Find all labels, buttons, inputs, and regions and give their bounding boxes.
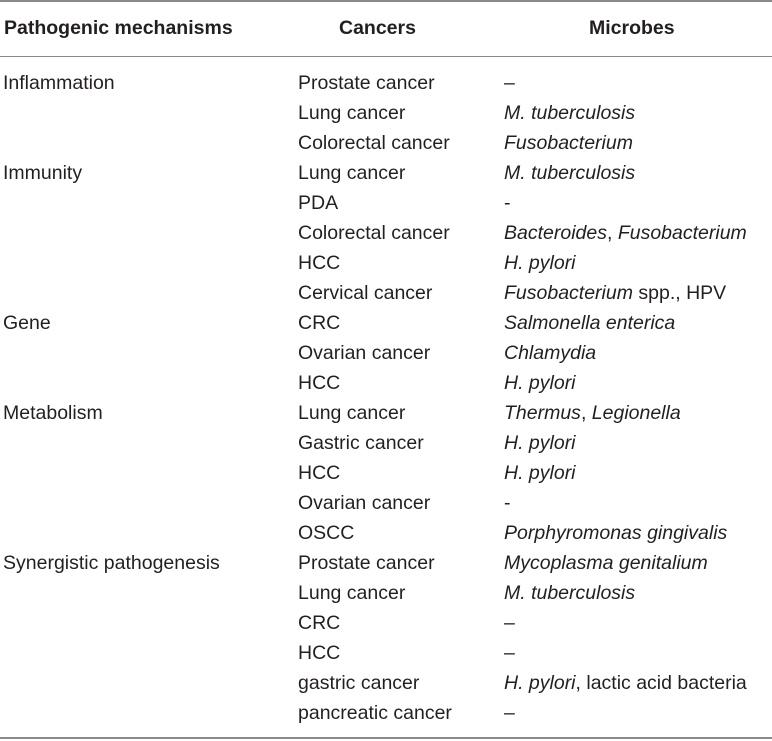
cell-mechanism: Immunity [3,162,83,184]
cell-microbe [504,668,747,698]
cell-cancer: Cervical cancer [298,282,433,304]
microbe-text: – [504,612,515,634]
microbe-name-italic: M. tuberculosis [504,162,636,184]
table-row [0,398,772,428]
header-mechanism: Pathogenic mechanisms [4,17,233,39]
microbe-name-italic: Fusobacterium [504,132,633,154]
cell-microbe [504,68,515,98]
cell-microbe [504,308,675,338]
cell-cancer: CRC [298,312,341,334]
cell-cancer: CRC [298,612,341,634]
microbe-text: , [580,402,592,424]
microbe-name-italic: Mycoplasma genitalium [504,552,708,574]
table-row [0,698,772,728]
cell-cancer: PDA [298,192,339,214]
microbe-text: – [504,642,515,664]
table-row [0,458,772,488]
cell-cancer: Lung cancer [298,582,406,604]
table-row [0,188,772,218]
cell-cancer: pancreatic cancer [298,702,452,724]
table-row [0,518,772,548]
cell-microbe [504,638,515,668]
cell-microbe [504,608,515,638]
cell-microbe [504,218,747,248]
table-row [0,368,772,398]
microbe-name-italic: M. tuberculosis [504,582,636,604]
cell-microbe [504,98,635,128]
table-row [0,98,772,128]
cell-microbe [504,518,727,548]
cell-microbe [504,398,681,428]
microbe-name-italic: Legionella [591,402,681,424]
microbe-text: , [606,222,618,244]
table-row [0,248,772,278]
microbe-name-italic: Chlamydia [504,342,597,364]
cell-mechanism: Inflammation [3,72,115,94]
cell-microbe [504,278,726,308]
microbe-name-italic: H. pylori [504,372,576,394]
cell-mechanism: Gene [3,312,51,334]
cell-microbe [504,488,511,518]
table-row [0,578,772,608]
cell-cancer: Ovarian cancer [298,492,431,514]
header-rule [0,56,772,57]
microbe-name-italic: H. pylori [504,672,576,694]
cell-microbe [504,128,633,158]
cell-microbe [504,368,576,398]
cell-microbe [504,698,515,728]
microbe-name-italic: Porphyromonas gingivalis [504,522,728,544]
cell-microbe [504,248,576,278]
microbe-name-italic: M. tuberculosis [504,102,636,124]
microbe-name-italic: Bacteroides [504,222,607,244]
microbe-name-italic: H. pylori [504,432,576,454]
cell-cancer: Gastric cancer [298,432,424,454]
cell-cancer: HCC [298,462,341,484]
microbe-text: – [504,702,515,724]
table-row [0,218,772,248]
cell-cancer: Colorectal cancer [298,132,450,154]
cell-cancer: Prostate cancer [298,552,435,574]
microbe-text: – [504,72,515,94]
microbe-name-italic: Salmonella enterica [504,312,676,334]
cell-cancer: Colorectal cancer [298,222,450,244]
microbe-name-italic: Fusobacterium [504,282,633,304]
cell-cancer: OSCC [298,522,355,544]
cell-microbe [504,578,635,608]
top-rule [0,0,772,2]
cell-cancer: HCC [298,372,341,394]
cell-microbe [504,158,635,188]
header-cancer: Cancers [339,17,416,39]
table-row [0,668,772,698]
cell-mechanism: Metabolism [3,402,103,424]
table-row [0,428,772,458]
table-row [0,278,772,308]
cell-cancer: Prostate cancer [298,72,435,94]
table-row [0,488,772,518]
microbe-name-italic: H. pylori [504,462,576,484]
microbe-name-italic: H. pylori [504,252,576,274]
table-body [0,68,772,728]
cell-microbe [504,458,576,488]
cell-microbe [504,188,511,218]
cell-cancer: Lung cancer [298,162,406,184]
table-row [0,308,772,338]
table-row [0,158,772,188]
cell-cancer: Lung cancer [298,102,406,124]
microbe-text: - [504,492,511,514]
microbe-text: , lactic acid bacteria [575,672,747,694]
table-row [0,548,772,578]
table-row [0,338,772,368]
cell-cancer: HCC [298,252,341,274]
cell-microbe [504,338,596,368]
table-row [0,608,772,638]
bottom-rule [0,737,772,739]
microbe-name-italic: Fusobacterium [617,222,747,244]
microbe-text: spp., HPV [632,282,727,304]
microbe-name-italic: Thermus [504,402,581,424]
table-row [0,638,772,668]
cell-microbe [504,548,708,578]
header-microbe: Microbes [589,17,675,39]
cell-cancer: HCC [298,642,341,664]
microbe-text: - [504,192,511,214]
cell-cancer: Ovarian cancer [298,342,431,364]
table-row [0,128,772,158]
cell-cancer: gastric cancer [298,672,420,694]
cell-cancer: Lung cancer [298,402,406,424]
table-row [0,68,772,98]
cell-mechanism: Synergistic pathogenesis [3,552,220,574]
cell-microbe [504,428,576,458]
